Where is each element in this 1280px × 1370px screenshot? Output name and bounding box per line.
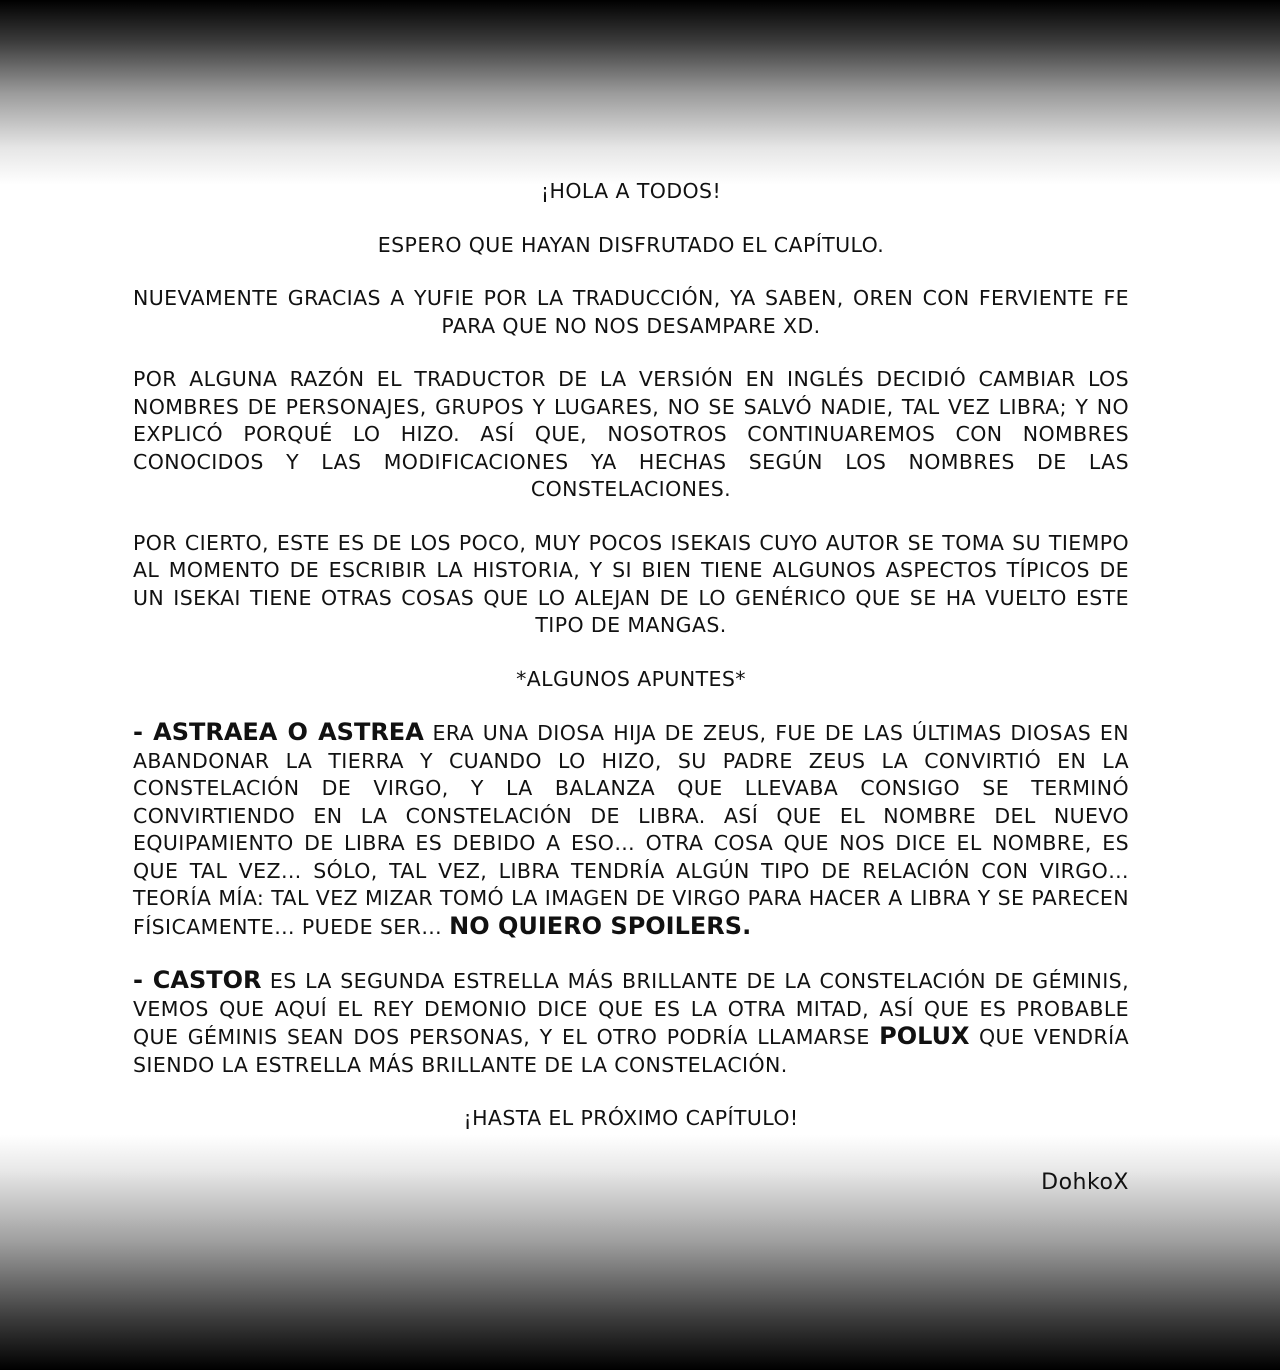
notes-heading: *ALGUNOS APUNTES*: [516, 666, 746, 691]
paragraph-names: POR ALGUNA RAZÓN EL TRADUCTOR DE LA VERSIÓN EN INGLÉS DECIDIÓ CAMBIAR LOS NOMBRES DE PERSONAJES, GRUPOS Y LUGARES, NO SE SALVÓ NADIE, TAL VEZ LIBRA; Y NO EXPLICÓ PORQUÉ LO HIZO. ASÍ QUE, NOSOTROS CONTINUAREMOS CON NOMBRES CONOCIDOS Y LAS MODIFICACIONES YA HECHAS SEGÚN LOS NOMBRES DE LAS CONSTELACIONES.: [133, 367, 1129, 501]
note-castor: [133, 967, 1129, 1079]
signature: DohkoX: [1041, 1170, 1129, 1195]
paragraph-isekai: POR CIERTO, ESTE ES DE LOS POCO, MUY POCOS ISEKAIS CUYO AUTOR SE TOMA SU TIEMPO AL MOMENTO DE ESCRIBIR LA HISTORIA, Y SI BIEN TIENE ALGUNOS ASPECTOS TÍPICOS DE UN ISEKAI TIENE OTRAS COSAS QUE LO ALEJAN DE LO GENÉRICO QUE SE HA VUELTO ESTE TIPO DE MANGAS.: [133, 530, 1129, 637]
note-castor-lead: - CASTOR: [133, 966, 262, 994]
note-castor-polux: POLUX: [879, 1022, 970, 1050]
paragraph-enjoyed: ESPERO QUE HAYAN DISFRUTADO EL CAPÍTULO.: [377, 232, 885, 257]
note-astraea-tail: NO QUIERO SPOILERS.: [449, 911, 752, 940]
note-castor-text-2: QUE VENDRÍA SIENDO LA ESTRELLA MÁS BRILLANTE DE LA CONSTELACIÓN.: [133, 1025, 1129, 1077]
paragraph-thanks: NUEVAMENTE GRACIAS A YUFIE POR LA TRADUCCIÓN, YA SABEN, OREN CON FERVIENTE FE PARA QUE NO NOS DESAMPARE XD.: [133, 286, 1129, 338]
top-gradient: [0, 0, 1280, 185]
note-castor-text-1: ES LA SEGUNDA ESTRELLA MÁS BRILLANTE DE LA CONSTELACIÓN DE GÉMINIS, VEMOS QUE AQUÍ EL REY DEMONIO DICE QUE ES LA OTRA MITAD, ASÍ QUE ES PROBABLE QUE GÉMINIS SEAN DOS PERSONAS, Y EL OTRO PODRÍA LLAMARSE: [133, 969, 1129, 1049]
closing: ¡HASTA EL PRÓXIMO CAPÍTULO!: [463, 1106, 799, 1130]
note-astraea-lead: - ASTRAEA O ASTREA: [133, 718, 424, 746]
note-astraea-text: ERA UNA DIOSA HIJA DE ZEUS, FUE DE LAS ÚLTIMAS DIOSAS EN ABANDONAR LA TIERRA Y CUANDO LO HIZO, SU PADRE ZEUS LA CONVIRTIÓ EN LA CONSTELACIÓN DE VIRGO, Y LA BALANZA QUE LLEVABA CONSIGO SE TERMINÓ CONVIRTIENDO EN LA CONSTELACIÓN DE LIBRA. ASÍ QUE EL NOMBRE DEL NUEVO EQUIPAMIENTO DE LIBRA ES DEBIDO A ESO… OTRA COSA QUE NOS DICE EL NOMBRE, ES QUE TAL VEZ… SÓLO, TAL VEZ, LIBRA TENDRÍA ALGÚN TIPO DE RELACIÓN CON VIRGO… TEORÍA MÍA: TAL VEZ MIZAR TOMÓ LA IMAGEN DE VIRGO PARA HACER A LIBRA Y SE PARECEN FÍSICAMENTE… PUEDE SER…: [133, 721, 1129, 939]
translator-note: [133, 178, 1129, 1159]
note-astraea: [133, 719, 1129, 941]
greeting: ¡HOLA A TODOS!: [540, 179, 722, 203]
